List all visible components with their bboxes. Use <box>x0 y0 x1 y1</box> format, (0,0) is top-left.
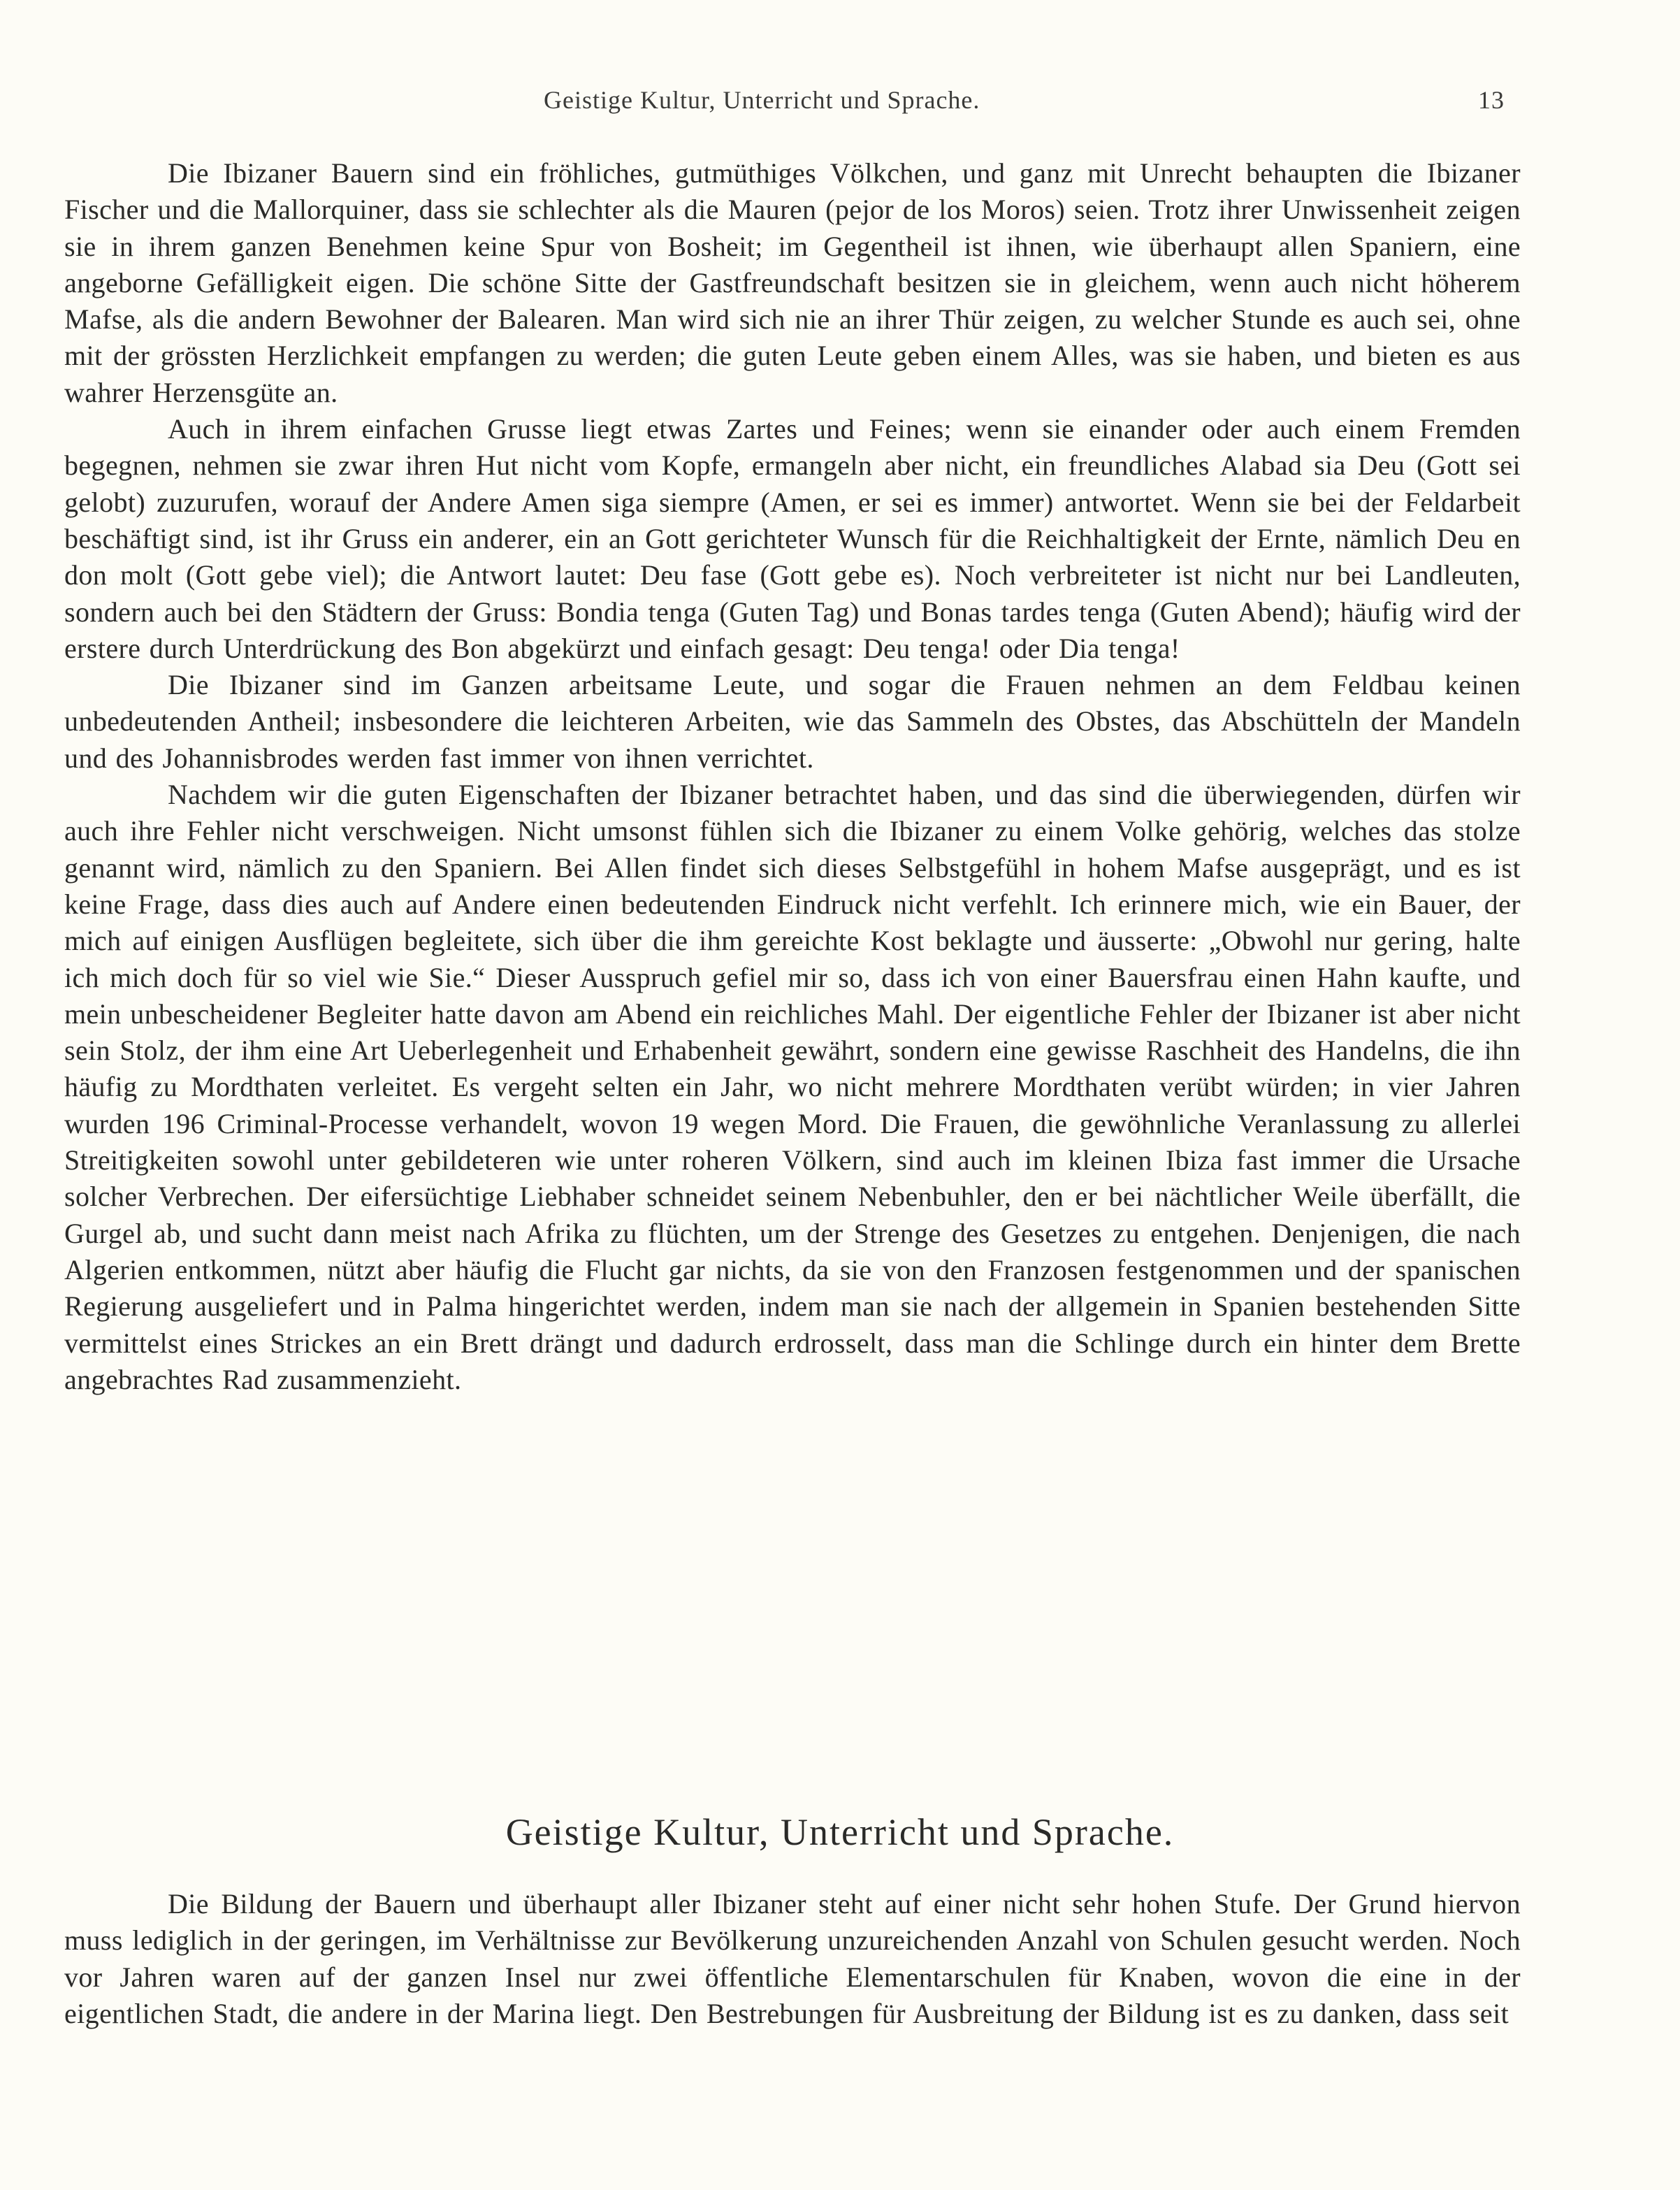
body-text-lower <box>64 1886 1521 2032</box>
section-heading: Geistige Kultur, Unterricht und Sprache. <box>505 1811 1175 1853</box>
paragraph-work: Die Ibizaner sind im Ganzen arbeitsame Leute, und sogar die Frauen nehmen an dem Feldbau keinen unbedeutenden Antheil; insbesondere die leichteren Arbeiten, wie das Sammeln des Obstes, das Abschütteln der Mandeln und des Johannisbrodes werden fast immer von ihnen verrichtet. <box>64 669 1521 774</box>
running-header <box>0 85 1680 120</box>
paragraph-hospitality: Die Ibizaner Bauern sind ein fröhliches, gutmüthiges Völkchen, und ganz mit Unrecht behaupten die Ibizaner Fischer und die Mallorquiner, dass sie schlechter als die Mauren (pejor de los Moros) seien. Trotz ihrer Unwissenheit zeigen sie in ihrem ganzen Benehmen keine Spur von Bosheit; im Gegentheil ist ihnen, wie überhaupt allen Spaniern, eine angeborne Gefälligkeit eigen. Die schöne Sitte der Gastfreundschaft besitzen sie in gleichem, wenn auch nicht höherem Mafse, als die andern Bewohner der Balearen. Man wird sich nie an ihrer Thür zeigen, zu welcher Stunde es auch sei, ohne mit der grössten Herzlichkeit empfangen zu werden; die guten Leute geben einem Alles, was sie haben, und bieten es aus wahrer Herzensgüte an. <box>64 157 1521 408</box>
paragraph-faults: Nachdem wir die guten Eigenschaften der Ibizaner betrachtet haben, und das sind die überwiegenden, dürfen wir auch ihre Fehler nicht verschweigen. Nicht umsonst fühlen sich die Ibizaner zu einem Volke gehörig, welches das stolze genannt wird, nämlich zu den Spaniern. Bei Allen findet sich dieses Selbstgefühl in hohem Mafse ausgeprägt, und es ist keine Frage, dass dies auch auf Andere einen bedeutenden Eindruck nicht verfehlt. Ich erinnere mich, wie ein Bauer, der mich auf einigen Ausflügen begleitete, sich über die ihm gereichte Kost beklagte und äusserte: „Obwohl nur gering, halte ich mich doch für so viel wie Sie.“ Dieser Ausspruch gefiel mir so, dass ich von einer Bauersfrau einen Hahn kaufte, und mein unbescheidener Begleiter hatte davon am Abend ein reichliches Mahl. Der eigentliche Fehler der Ibizaner ist aber nicht sein Stolz, der ihm eine Art Ueberlegenheit und Erhabenheit gewährt, sondern eine gewisse Raschheit des Handelns, die ihn häufig zu Mordthaten verleitet. Es vergeht selten ein Jahr, wo nicht mehrere Mordthaten verübt würden; in vier Jahren wurden 196 Criminal-Processe verhandelt, wovon 19 wegen Mord. Die Frauen, die gewöhnliche Veranlassung zu allerlei Streitigkeiten sowohl unter gebildeteren wie unter roheren Völkern, sind auch im kleinen Ibiza fast immer die Ursache solcher Verbrechen. Der eifersüchtige Liebhaber schneidet seinem Nebenbuhler, den er bei nächtlicher Weile überfällt, die Gurgel ab, und sucht dann meist nach Afrika zu flüchten, um der Strenge des Gesetzes zu entgehen. Denjenigen, die nach Algerien entkommen, nützt aber häufig die Flucht gar nichts, da sie von den Franzosen festgenommen und der spanischen Regierung ausgeliefert und in Palma hingerichtet werden, indem man sie nach der allgemein in Spanien bestehenden Sitte vermittelst eines Strickes an ein Brett drängt und dadurch erdrosselt, dass man die Schlinge durch ein hinter dem Brette angebrachtes Rad zusammenzieht. <box>64 779 1521 1395</box>
paragraph-education: Die Bildung der Bauern und überhaupt aller Ibizaner steht auf einer nicht sehr hohen Stufe. Der Grund hiervon muss lediglich in der geringen, im Verhältnisse zur Bevölkerung unzureichenden Anzahl von Schulen gesucht werden. Noch vor Jahren waren auf der ganzen Insel nur zwei öffentliche Elementarschulen für Knaben, wovon die eine in der eigentlichen Stadt, die andere in der Marina liegt. Den Bestrebungen für Ausbreitung der Bildung ist es zu danken, dass seit <box>64 1888 1521 2029</box>
running-title: Geistige Kultur, Unterricht und Sprache. <box>544 86 980 114</box>
body-text-upper <box>64 155 1521 1398</box>
paragraph-greetings: Auch in ihrem einfachen Grusse liegt etwas Zartes und Feines; wenn sie einander oder auch einem Fremden begegnen, nehmen sie zwar ihren Hut nicht vom Kopfe, ermangeln aber nicht, ein freundliches Alabad sia Deu (Gott sei gelobt) zuzurufen, worauf der Andere Amen siga siempre (Amen, er sei es immer) antwortet. Wenn sie bei der Feldarbeit beschäftigt sind, ist ihr Gruss ein anderer, ein an Gott gerichteter Wunsch für die Reichhaltigkeit der Ernte, nämlich Deu en don molt (Gott gebe viel); die Antwort lautet: Deu fase (Gott gebe es). Noch verbreiteter ist nicht nur bei Landleuten, sondern auch bei den Städtern der Gruss: Bondia tenga (Guten Tag) und Bonas tardes tenga (Guten Abend); häufig wird der erstere durch Unterdrückung des Bon abgekürzt und einfach gesagt: Deu tenga! oder Dia tenga! <box>64 413 1521 664</box>
page-number: 13 <box>1478 86 1505 114</box>
